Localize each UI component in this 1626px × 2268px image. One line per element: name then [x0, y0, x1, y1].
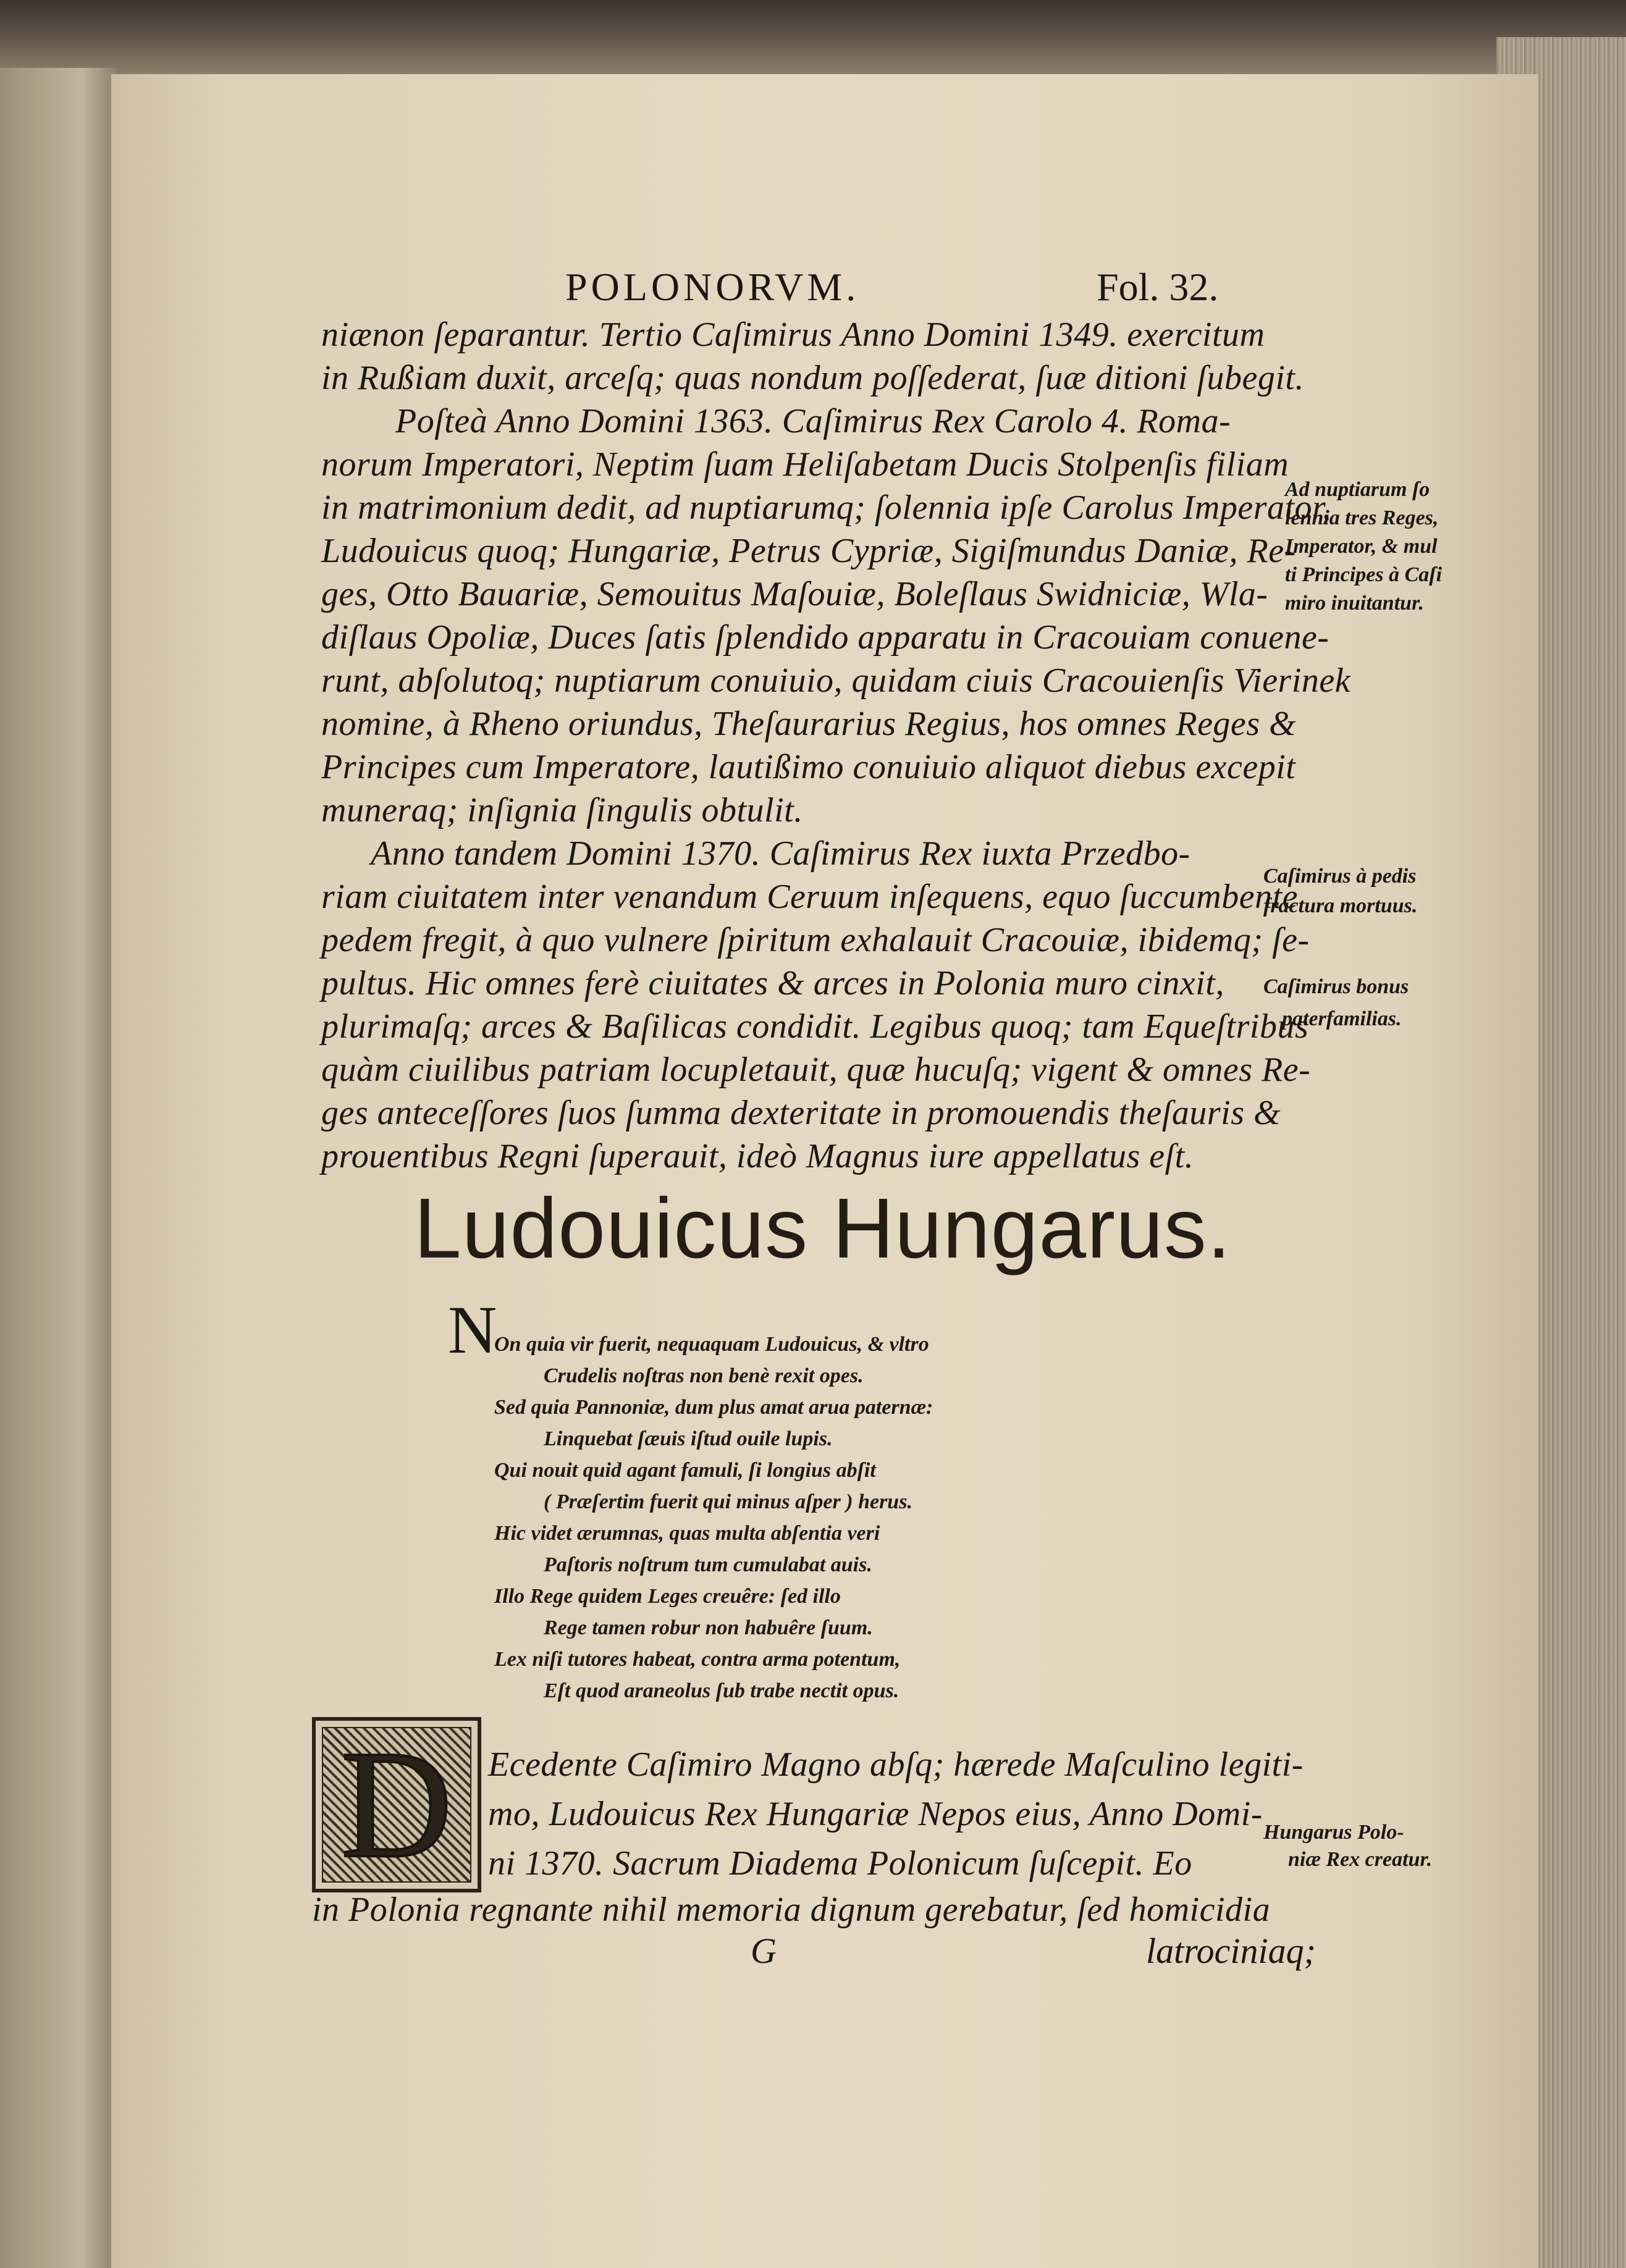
- catchword: latrociniaq;: [1146, 1931, 1316, 1971]
- margin-note-line: ti Principes à Caſi: [1285, 563, 1443, 586]
- margin-note-death: [1263, 862, 1417, 921]
- verse-line: ( Præſertim fuerit qui minus aſper ) herus.: [544, 1490, 912, 1513]
- margin-note-line: miro inuitantur.: [1285, 592, 1424, 615]
- margin-note-line: Caſimirus bonus: [1263, 975, 1409, 998]
- text-line: in matrimonium dedit, ad nuptiarumq; ſolennia ipſe Carolus Imperator,: [321, 489, 1331, 527]
- margin-note-line: Hungarus Polo-: [1263, 1821, 1404, 1844]
- verse-line: Illo Rege quidem Leges creuêre: ſed illo: [494, 1585, 841, 1608]
- margin-note-paterfamilias: [1263, 971, 1409, 1035]
- running-title: POLONORVM.: [565, 265, 860, 309]
- margin-note-nuptials: [1285, 476, 1442, 618]
- verse-line: Qui nouit quid agant famuli, ſi longius abſit: [494, 1459, 876, 1482]
- text-line: prouentibus Regni ſuperauit, ideò Magnus iure appellatus eſt.: [321, 1137, 1194, 1175]
- paragraph-line: in Polonia regnante nihil memoria dignum gerebatur, ſed homicidia: [312, 1891, 1271, 1929]
- initial-letter: D: [340, 1719, 453, 1890]
- text-line: quàm ciuilibus patriam locupletauit, quæ hucuſq; vigent & omnes Re-: [321, 1051, 1311, 1089]
- paragraph-line: Ecedente Caſimiro Magno abſq; hærede Maſculino legiti-: [488, 1745, 1304, 1784]
- text-line: diſlaus Opoliæ, Duces ſatis ſplendido apparatu in Cracouiam conuene-: [321, 618, 1329, 657]
- text-line: riam ciuitatem inter venandum Ceruum inſequens, equo ſuccumbente: [321, 878, 1298, 916]
- margin-note-hungarus: [1263, 1819, 1432, 1873]
- text-line: in Rußiam duxit, arceſq; quas nondum poſſederat, ſuæ ditioni ſubegit.: [321, 359, 1304, 397]
- verse-line: Rege tamen robur non habuêre ſuum.: [544, 1616, 873, 1639]
- verse-line: Hic videt ærumnas, quas multa abſentia veri: [494, 1522, 880, 1545]
- decorated-initial: [312, 1717, 481, 1892]
- verse-line: Lex niſi tutores habeat, contra arma potentum,: [494, 1648, 901, 1671]
- signature-mark: G: [751, 1931, 777, 1971]
- margin-note-line: paterfamilias.: [1282, 1007, 1402, 1030]
- text-line: Ludouicus quoq; Hungariæ, Petrus Cypriæ, Sigiſmundus Daniæ, Re-: [321, 532, 1296, 570]
- text-line: Principes cum Imperatore, lautißimo conuiuio aliquot diebus excepit: [321, 748, 1296, 786]
- margin-note-line: Ad nuptiarum ſo: [1285, 478, 1430, 501]
- text-line: pultus. Hic omnes ferè ciuitates & arces in Polonia muro cinxit,: [321, 964, 1224, 1002]
- text-line: pedem fregit, à quo vulnere ſpiritum exhalauit Cracouiæ, ibidemq; ſe-: [321, 921, 1310, 959]
- margin-note-line: fractura mortuus.: [1263, 894, 1418, 917]
- text-line: runt, abſolutoq; nuptiarum conuiuio, quidam ciuis Cracouienſis Vierinek: [321, 662, 1351, 700]
- text-line: ges anteceſſores ſuos ſumma dexteritate in promouendis theſauris &: [321, 1094, 1281, 1132]
- text-line: niænon ſeparantur. Tertio Caſimirus Anno Domini 1349. exercitum: [321, 316, 1265, 354]
- text-line: ges, Otto Bauariæ, Semouitus Maſouiæ, Boleſlaus Swidniciæ, Wla-: [321, 575, 1268, 613]
- verse-line: Sed quia Pannoniæ, dum plus amat arua paternæ:: [494, 1396, 933, 1419]
- text-line: nomine, à Rheno oriundus, Theſaurarius Regius, hos omnes Reges &: [321, 705, 1297, 743]
- facing-page-edge: [0, 68, 117, 2268]
- text-line: Poſteà Anno Domini 1363. Caſimirus Rex Carolo 4. Roma-: [395, 402, 1231, 440]
- margin-note-line: Caſimirus à pedis: [1263, 865, 1417, 888]
- folio-number: Fol. 32.: [1097, 265, 1219, 309]
- margin-note-line: niæ Rex creatur.: [1288, 1848, 1433, 1871]
- text-line: norum Imperatori, Neptim ſuam Heliſabetam Ducis Stolpenſis filiam: [321, 445, 1289, 484]
- text-line: muneraq; inſignia ſingulis obtulit.: [321, 791, 803, 830]
- text-line: plurimaſq; arces & Baſilicas condidit. Legibus quoq; tam Equeſtribus: [321, 1007, 1309, 1046]
- section-title: Ludouicus Hungarus.: [414, 1181, 1232, 1276]
- verse-line: On quia vir fuerit, nequaquam Ludouicus, & vltro: [494, 1333, 929, 1356]
- verse-initial: N: [448, 1292, 497, 1367]
- paragraph-line: ni 1370. Sacrum Diadema Polonicum ſuſcepit. Eo: [488, 1844, 1192, 1883]
- verse-line: Eſt quod araneolus ſub trabe nectit opus.: [544, 1679, 899, 1702]
- margin-note-line: lennia tres Reges,: [1285, 506, 1439, 529]
- verse-line: Linquebat ſæuis iſtud ouile lupis.: [544, 1427, 833, 1450]
- paragraph-line: mo, Ludouicus Rex Hungariæ Nepos eius, Anno Domi-: [488, 1795, 1263, 1833]
- verse-line: Paſtoris noſtrum tum cumulabat auis.: [544, 1553, 872, 1576]
- text-line: Anno tandem Domini 1370. Caſimirus Rex iuxta Przedbo-: [371, 834, 1190, 873]
- margin-note-line: Imperator, & mul: [1285, 535, 1438, 558]
- verse-line: Crudelis noſtras non benè rexit opes.: [544, 1364, 864, 1387]
